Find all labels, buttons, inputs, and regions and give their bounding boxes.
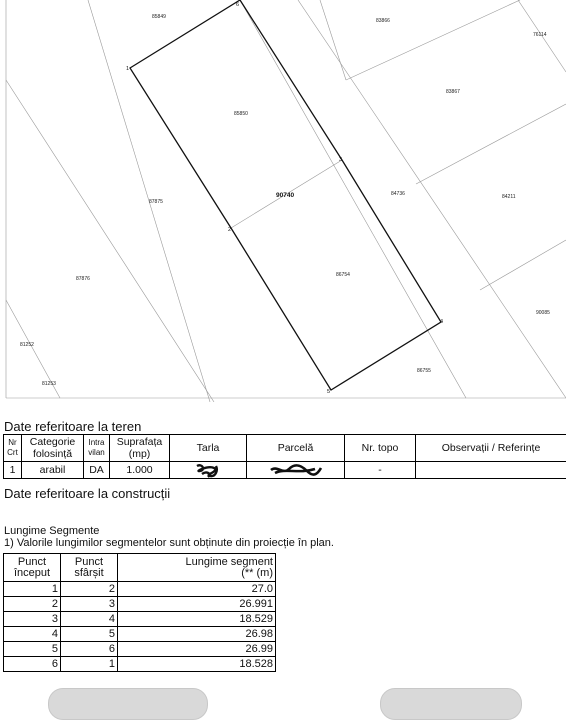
segmente-note: 1) Valorile lungimilor segmentelor sunt obținute din proiecție în plan. (4, 537, 334, 549)
header-punct-inceput: Punct început (4, 554, 61, 582)
parcel-label: 84211 (502, 194, 516, 200)
parcel-label: 81252 (20, 342, 34, 348)
header-observatii: Observații / Referințe (416, 435, 566, 462)
cell-end: 1 (61, 657, 118, 672)
cell-end: 4 (61, 612, 118, 627)
cell-start: 3 (4, 612, 61, 627)
parcel-label: 84736 (391, 191, 405, 197)
table-row (4, 462, 566, 479)
main-parcel-label: 90740 (276, 192, 294, 199)
header-punct-sfarsit: Punct sfârșit (61, 554, 118, 582)
table-row (4, 597, 276, 612)
cell-categorie: arabil (22, 462, 84, 479)
parcel-label: 83867 (446, 89, 460, 95)
header-intravilan: Intra vilan (84, 435, 110, 462)
parcel-label: 85850 (234, 111, 248, 117)
table-row (4, 582, 276, 597)
bottom-right-button[interactable] (380, 688, 522, 720)
cell-nr-topo: - (345, 462, 416, 479)
header-lungime-label: Lungime segment (186, 556, 273, 568)
parcel-label: 86755 (417, 368, 431, 374)
parcel-label: 87875 (149, 199, 163, 205)
header-categorie: Categorie folosință (22, 435, 84, 462)
cell-end: 2 (61, 582, 118, 597)
redacted-scribble-icon (194, 462, 222, 478)
redacted-scribble-icon (269, 464, 323, 476)
cell-length: 26.98 (118, 627, 276, 642)
cell-length: 26.991 (118, 597, 276, 612)
parcel-label: 81253 (42, 381, 56, 387)
vertex-label: 2 (228, 227, 231, 233)
cell-suprafata: 1.000 (110, 462, 170, 479)
teren-table (3, 434, 566, 479)
parcel-label: 87876 (76, 276, 90, 282)
cell-end: 5 (61, 627, 118, 642)
segmente-header-row (4, 554, 276, 582)
cell-length: 18.528 (118, 657, 276, 672)
cell-intravilan: DA (84, 462, 110, 479)
cell-tarla (170, 462, 247, 479)
constructii-section-title: Date referitoare la construcții (4, 486, 170, 501)
vertex-label: 1 (126, 66, 129, 72)
parcel-label: 83866 (376, 18, 390, 24)
vertex-label: 5 (327, 389, 330, 395)
vertex-label: 6 (236, 2, 239, 8)
cell-start: 4 (4, 627, 61, 642)
parcel-label: 76114 (533, 32, 547, 38)
parcel-label: 85849 (152, 14, 166, 20)
header-nr-crt: Nr Crt (4, 435, 22, 462)
header-suprafata: Suprafața (mp) (110, 435, 170, 462)
header-lungime-unit: (** (m) (241, 567, 273, 579)
parcel-label: 90085 (536, 310, 550, 316)
header-nr-topo: Nr. topo (345, 435, 416, 462)
cell-end: 3 (61, 597, 118, 612)
cell-start: 2 (4, 597, 61, 612)
vertex-label: 4 (440, 319, 443, 325)
table-row (4, 657, 276, 672)
header-tarla: Tarla (170, 435, 247, 462)
cell-parcela (247, 462, 345, 479)
cell-start: 5 (4, 642, 61, 657)
cell-observatii (416, 462, 566, 479)
table-row (4, 627, 276, 642)
bottom-left-button[interactable] (48, 688, 208, 720)
table-row (4, 612, 276, 627)
cell-start: 6 (4, 657, 61, 672)
cell-length: 26.99 (118, 642, 276, 657)
table-row (4, 642, 276, 657)
cell-start: 1 (4, 582, 61, 597)
header-parcela: Parcelă (247, 435, 345, 462)
cell-length: 18.529 (118, 612, 276, 627)
cell-end: 6 (61, 642, 118, 657)
segmente-title: Lungime Segmente (4, 526, 99, 537)
teren-section-title: Date referitoare la teren (4, 419, 141, 434)
parcel-label: 86754 (336, 272, 350, 278)
segmente-table (3, 553, 276, 672)
cell-nr: 1 (4, 462, 22, 479)
header-lungime (118, 554, 276, 582)
vertex-label: 3 (339, 157, 342, 163)
cell-length: 27.0 (118, 582, 276, 597)
teren-header-row (4, 435, 566, 462)
